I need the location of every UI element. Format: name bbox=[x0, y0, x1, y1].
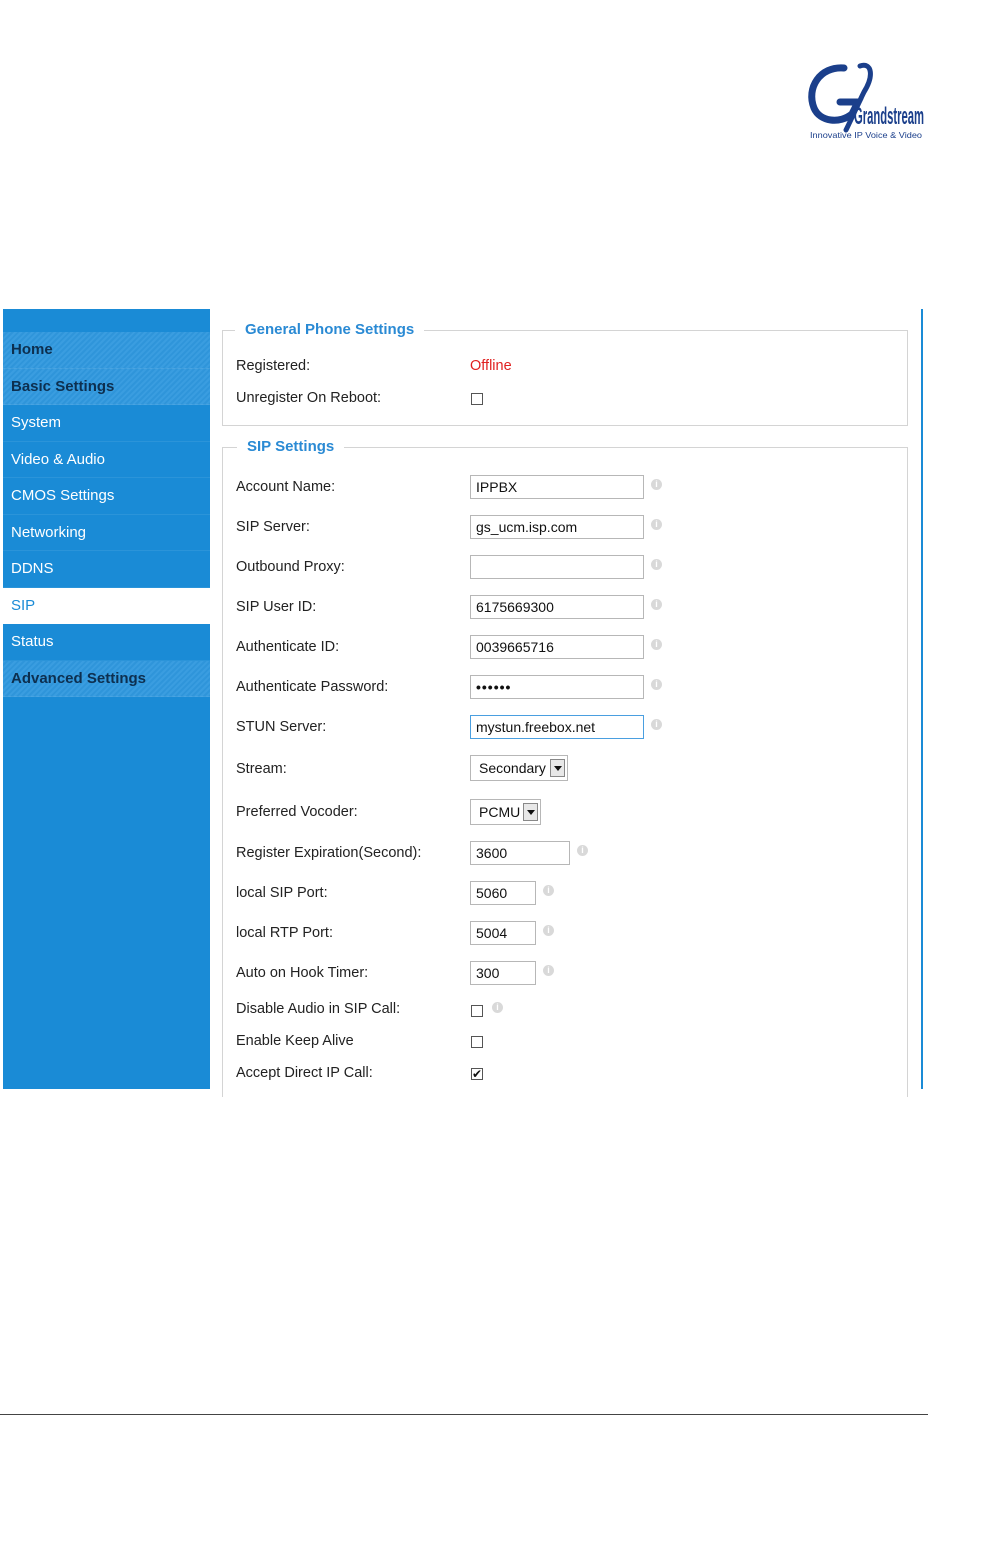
stun-server-input[interactable] bbox=[470, 715, 644, 739]
general-settings-group bbox=[222, 330, 908, 426]
logo-brand-text: Grandstream bbox=[854, 103, 924, 130]
preferred-vocoder-label: Preferred Vocoder: bbox=[236, 804, 358, 820]
authenticate-password-label: Authenticate Password: bbox=[236, 679, 389, 695]
info-icon[interactable]: i bbox=[651, 599, 662, 610]
unregister-on-reboot-label: Unregister On Reboot: bbox=[236, 390, 382, 406]
sidebar-item-status[interactable]: Status bbox=[3, 624, 210, 661]
sidebar-item-advanced-settings[interactable]: Advanced Settings bbox=[3, 661, 210, 698]
main-content bbox=[210, 309, 921, 1089]
grandstream-logo bbox=[800, 58, 930, 148]
local-sip-port-input[interactable] bbox=[470, 881, 536, 905]
chevron-down-icon[interactable] bbox=[523, 803, 538, 821]
info-icon[interactable]: i bbox=[577, 845, 588, 856]
info-icon[interactable]: i bbox=[651, 679, 662, 690]
outbound-proxy-label: Outbound Proxy: bbox=[236, 559, 345, 575]
local-sip-port-label: local SIP Port: bbox=[236, 885, 328, 901]
keep-alive-label: Enable Keep Alive bbox=[236, 1033, 354, 1049]
registered-label: Registered: bbox=[236, 358, 311, 374]
grandstream-logo-graphic bbox=[800, 58, 930, 148]
sidebar-item-basic-settings[interactable]: Basic Settings bbox=[3, 369, 210, 406]
page-footer-divider bbox=[0, 1414, 928, 1415]
info-icon[interactable]: i bbox=[651, 519, 662, 530]
sidebar-item-video-audio[interactable]: Video & Audio bbox=[3, 442, 210, 479]
info-icon[interactable]: i bbox=[651, 639, 662, 650]
web-ui-screenshot bbox=[3, 309, 924, 1089]
authenticate-password-input[interactable] bbox=[470, 675, 644, 699]
disable-audio-label: Disable Audio in SIP Call: bbox=[236, 1001, 401, 1017]
sidebar-item-system[interactable]: System bbox=[3, 405, 210, 442]
sidebar-item-home[interactable]: Home bbox=[3, 332, 210, 369]
preferred-vocoder-select[interactable] bbox=[470, 799, 541, 825]
auto-hook-timer-label: Auto on Hook Timer: bbox=[236, 965, 369, 981]
local-rtp-port-input[interactable] bbox=[470, 921, 536, 945]
sidebar-item-networking[interactable]: Networking bbox=[3, 515, 210, 552]
accept-direct-ip-label: Accept Direct IP Call: bbox=[236, 1065, 373, 1081]
info-icon[interactable]: i bbox=[492, 1002, 503, 1013]
sip-user-id-input[interactable] bbox=[470, 595, 644, 619]
stun-server-label: STUN Server: bbox=[236, 719, 327, 735]
info-icon[interactable]: i bbox=[543, 925, 554, 936]
outbound-proxy-input[interactable] bbox=[470, 555, 644, 579]
local-rtp-port-label: local RTP Port: bbox=[236, 925, 333, 941]
info-icon[interactable]: i bbox=[651, 719, 662, 730]
sidebar-item-ddns[interactable]: DDNS bbox=[3, 551, 210, 588]
sidebar-item-sip[interactable]: SIP bbox=[3, 588, 210, 625]
sidebar-top-pad bbox=[3, 309, 210, 332]
vocoder-selected-value: PCMU bbox=[479, 804, 521, 820]
authenticate-id-input[interactable] bbox=[470, 635, 644, 659]
stream-select[interactable] bbox=[470, 755, 568, 781]
general-settings-title: General Phone Settings bbox=[235, 321, 424, 338]
stream-label: Stream: bbox=[236, 761, 287, 777]
stream-selected-value: Secondary bbox=[479, 760, 546, 776]
sip-server-input[interactable] bbox=[470, 515, 644, 539]
registered-status: Offline bbox=[470, 358, 512, 374]
keep-alive-checkbox[interactable] bbox=[471, 1036, 483, 1048]
sidebar bbox=[3, 309, 210, 1089]
accept-direct-ip-checkbox[interactable]: ✔ bbox=[472, 1067, 483, 1081]
account-name-label: Account Name: bbox=[236, 479, 336, 495]
info-icon[interactable]: i bbox=[651, 559, 662, 570]
chevron-down-icon[interactable] bbox=[550, 759, 565, 777]
register-expiration-input[interactable] bbox=[470, 841, 570, 865]
auto-hook-timer-input[interactable] bbox=[470, 961, 536, 985]
register-expiration-label: Register Expiration(Second): bbox=[236, 845, 422, 861]
info-icon[interactable]: i bbox=[543, 885, 554, 896]
logo-tagline: Innovative IP Voice & Video bbox=[810, 130, 923, 140]
unregister-on-reboot-checkbox[interactable] bbox=[471, 393, 483, 405]
content-right-border bbox=[921, 309, 923, 1089]
sip-user-id-label: SIP User ID: bbox=[236, 599, 317, 615]
info-icon[interactable]: i bbox=[651, 479, 662, 490]
authenticate-id-label: Authenticate ID: bbox=[236, 639, 340, 655]
sip-settings-title: SIP Settings bbox=[237, 438, 344, 455]
info-icon[interactable]: i bbox=[543, 965, 554, 976]
sip-server-label: SIP Server: bbox=[236, 519, 310, 535]
account-name-input[interactable] bbox=[470, 475, 644, 499]
disable-audio-checkbox[interactable] bbox=[471, 1005, 483, 1017]
sidebar-item-cmos-settings[interactable]: CMOS Settings bbox=[3, 478, 210, 515]
